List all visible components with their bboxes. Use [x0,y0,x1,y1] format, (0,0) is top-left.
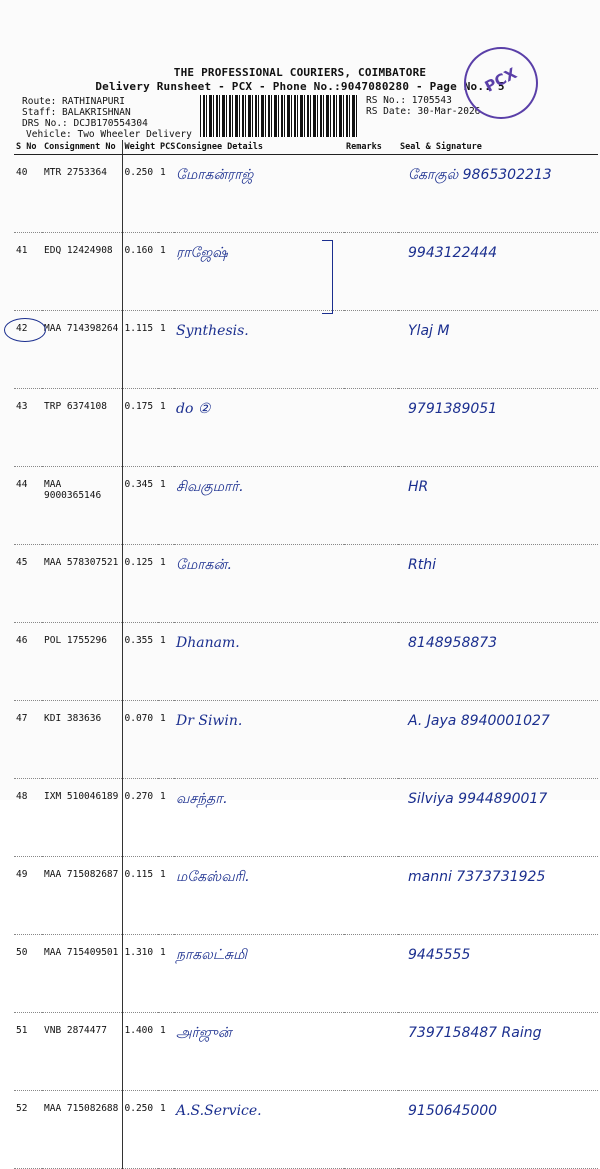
row-pcs [158,467,174,545]
row-weight [122,623,158,701]
row-remarks [344,467,398,545]
row-consignee-text: சிவகுமார். [176,479,244,495]
row-remarks [344,389,398,467]
row-pcs-text: 1 [160,1025,166,1036]
row-weight-text: 0.115 [124,869,154,880]
row-pcs [158,155,174,233]
row-consignee-text: மோகன். [176,557,232,573]
row-sno [14,545,42,623]
row-weight [122,311,158,389]
row-pcs-text: 1 [160,1103,166,1114]
row-pcs-text: 1 [160,323,166,334]
row-signature [398,467,598,545]
row-weight [122,779,158,857]
row-sno-text: 42 [16,323,28,334]
row-sno-text: 43 [16,401,28,412]
row-consignment [42,155,122,233]
table-row [14,233,598,311]
row-consignment [42,779,122,857]
row-consignee-text: Dr Siwin. [176,713,243,729]
table-row [14,155,598,233]
row-sno [14,233,42,311]
row-signature [398,779,598,857]
row-consignment [42,545,122,623]
row-signature-text: 9943122444 [408,245,498,261]
row-weight-text: 0.270 [124,791,154,802]
row-consignee-text: அர்ஜுன் [176,1025,232,1041]
row-consignment-text: MAA 715082688 [44,1103,119,1114]
row-sno-text: 44 [16,479,28,490]
row-consignment-text: VNB 2874477 [44,1025,107,1036]
table-row [14,1013,598,1091]
row-remarks [344,857,398,935]
row-consignment-text: MAA 715082687 [44,869,119,880]
row-signature [398,545,598,623]
row-consignee [174,857,344,935]
row-signature [398,701,598,779]
staff-label: Staff: BALAKRISHNAN [22,107,131,118]
row-pcs [158,935,174,1013]
row-weight [122,389,158,467]
row-pcs [158,779,174,857]
row-weight-text: 0.175 [124,401,154,412]
row-consignment-text: EDQ 12424908 [44,245,113,256]
row-consignee-text: நாகலட்சுமி [176,947,247,963]
row-sno-text: 41 [16,245,28,256]
row-sno-text: 49 [16,869,28,880]
row-remarks [344,623,398,701]
row-weight-text: 0.160 [124,245,154,256]
row-consignment [42,233,122,311]
table-row [14,545,598,623]
runsheet-title: Delivery Runsheet - PCX - Phone No.:9047080280 - Page No.: 5 [95,80,505,93]
row-weight [122,935,158,1013]
row-pcs-text: 1 [160,401,166,412]
row-signature [398,1091,598,1169]
row-consignee [174,935,344,1013]
row-sno [14,389,42,467]
row-consignee [174,233,344,311]
row-signature [398,389,598,467]
row-signature-text: 9445555 [408,947,471,963]
row-signature-text: HR [408,479,429,495]
col-consignment: Consignment No [42,140,122,155]
row-signature [398,1013,598,1091]
drs-number: DRS No.: DCJB170554304 [22,118,148,129]
row-consignee-text: மகேஸ்வரி. [176,869,250,885]
row-sno [14,1013,42,1091]
row-sno [14,155,42,233]
runsheet-table [14,140,598,1169]
row-signature-text: 9791389051 [408,401,498,417]
row-consignee [174,701,344,779]
col-weight: Weight [122,140,158,155]
row-sno [14,623,42,701]
row-remarks [344,545,398,623]
row-consignee [174,389,344,467]
barcode [200,95,358,137]
row-consignment [42,1091,122,1169]
stamp-text: PCX [481,64,520,96]
row-weight-text: 0.070 [124,713,154,724]
table-row [14,779,598,857]
row-weight [122,857,158,935]
row-signature [398,155,598,233]
row-weight [122,701,158,779]
row-weight-text: 1.400 [124,1025,154,1036]
row-weight [122,155,158,233]
company-name: THE PROFESSIONAL COURIERS, COIMBATORE [173,66,427,79]
row-remarks [344,1091,398,1169]
col-consignee: Consignee Details [174,140,344,155]
row-consignee [174,1013,344,1091]
row-consignee-text: Dhanam. [176,635,240,651]
row-consignment-text: KDI 383636 [44,713,102,724]
row-pcs [158,545,174,623]
row-signature-text: 7397158487 Raing [408,1025,542,1041]
row-44-circle-mark [4,318,46,342]
row-consignee-text: மோகன்ராஜ் [176,167,254,183]
row-sno [14,779,42,857]
row-weight-text: 0.355 [124,635,154,646]
row-consignee-text: ராஜேஷ் [176,245,228,261]
row-signature [398,311,598,389]
row-signature-text: Silviya 9944890017 [408,791,548,807]
row-weight-text: 1.115 [124,323,154,334]
row-weight [122,1013,158,1091]
row-signature-text: Rthi [408,557,436,573]
row-signature [398,857,598,935]
row-weight [122,467,158,545]
row-remarks [344,935,398,1013]
row-sno [14,1091,42,1169]
row-pcs [158,623,174,701]
row-sno [14,935,42,1013]
row-signature-text: கோகுல் 9865302213 [408,167,552,183]
row-sno-text: 46 [16,635,28,646]
row-signature-text: A. Jaya 8940001027 [408,713,550,729]
row-consignee [174,545,344,623]
row-sno [14,701,42,779]
row-pcs-text: 1 [160,947,166,958]
table-row [14,623,598,701]
row-signature-text: 9150645000 [408,1103,498,1119]
table-row [14,389,598,467]
row-signature [398,233,598,311]
row-consignment [42,623,122,701]
row-sno-text: 40 [16,167,28,178]
row-sno [14,857,42,935]
row-remarks [344,233,398,311]
table-row [14,311,598,389]
row-pcs [158,311,174,389]
col-remarks: Remarks [344,140,398,155]
row-consignee [174,311,344,389]
table-row [14,1091,598,1169]
table-header [14,140,598,155]
row-consignment [42,389,122,467]
row-consignment-text: MAA 578307521 [44,557,119,568]
row-consignee-text: வசந்தா. [176,791,228,807]
col-seal: Seal & Signature [398,140,598,155]
row-remarks [344,311,398,389]
row-pcs [158,701,174,779]
row-pcs [158,1013,174,1091]
rs-number: RS No.: 1705543 [366,95,452,106]
row-consignment-text: MAA 9000365146 [44,479,102,501]
row-pcs [158,389,174,467]
row-consignee [174,779,344,857]
row-remarks [344,779,398,857]
row-signature [398,935,598,1013]
row-pcs-text: 1 [160,167,166,178]
row-signature-text: 8148958873 [408,635,498,651]
row-weight-text: 0.125 [124,557,154,568]
row-pcs [158,233,174,311]
row-weight-text: 0.250 [124,1103,154,1114]
row-sno-text: 51 [16,1025,28,1036]
row-pcs-text: 1 [160,479,166,490]
row-remarks [344,1013,398,1091]
table-row [14,935,598,1013]
row-consignment [42,701,122,779]
row-consignment [42,311,122,389]
row-consignee-text: A.S.Service. [176,1103,262,1119]
row-pcs [158,1091,174,1169]
row-consignment [42,857,122,935]
row-sno [14,467,42,545]
row-remarks [344,155,398,233]
row-pcs-text: 1 [160,245,166,256]
row-sno-text: 48 [16,791,28,802]
bracket-mark [322,240,333,314]
row-weight-text: 0.250 [124,167,154,178]
row-weight-text: 1.310 [124,947,154,958]
row-consignee [174,467,344,545]
row-pcs-text: 1 [160,557,166,568]
row-pcs-text: 1 [160,791,166,802]
rs-date: RS Date: 30-Mar-2026 [366,106,481,117]
row-consignment-text: MAA 714398264 [44,323,119,334]
row-signature-text: Ylaj M [408,323,450,339]
row-weight [122,545,158,623]
row-sno-text: 45 [16,557,28,568]
vehicle-label: Vehicle: Two Wheeler Delivery [26,129,192,140]
row-weight [122,1091,158,1169]
row-consignment-text: MTR 2753364 [44,167,107,178]
row-pcs-text: 1 [160,869,166,880]
row-weight-text: 0.345 [124,479,154,490]
row-consignee [174,155,344,233]
row-pcs-text: 1 [160,713,166,724]
row-sno-text: 47 [16,713,28,724]
row-consignee-text: Synthesis. [176,323,249,339]
row-consignee [174,623,344,701]
table-row [14,701,598,779]
row-signature [398,623,598,701]
row-remarks [344,701,398,779]
row-consignee [174,1091,344,1169]
row-consignment-text: POL 1755296 [44,635,107,646]
row-sno-text: 52 [16,1103,28,1114]
route-label: Route: RATHINAPURI [22,96,125,107]
col-pcs: PCS [158,140,174,155]
table-row [14,857,598,935]
row-pcs-text: 1 [160,635,166,646]
row-consignment-text: IXM 510046189 [44,791,119,802]
row-consignment [42,467,122,545]
row-consignee-text: do ② [176,401,211,417]
row-consignment [42,935,122,1013]
row-signature-text: manni 7373731925 [408,869,546,885]
col-sno: S No [14,140,42,155]
row-weight [122,233,158,311]
row-pcs [158,857,174,935]
row-sno-text: 50 [16,947,28,958]
row-consignment-text: TRP 6374108 [44,401,107,412]
row-consignment [42,1013,122,1091]
row-consignment-text: MAA 715409501 [44,947,119,958]
table-row [14,467,598,545]
pcx-stamp [464,47,538,119]
